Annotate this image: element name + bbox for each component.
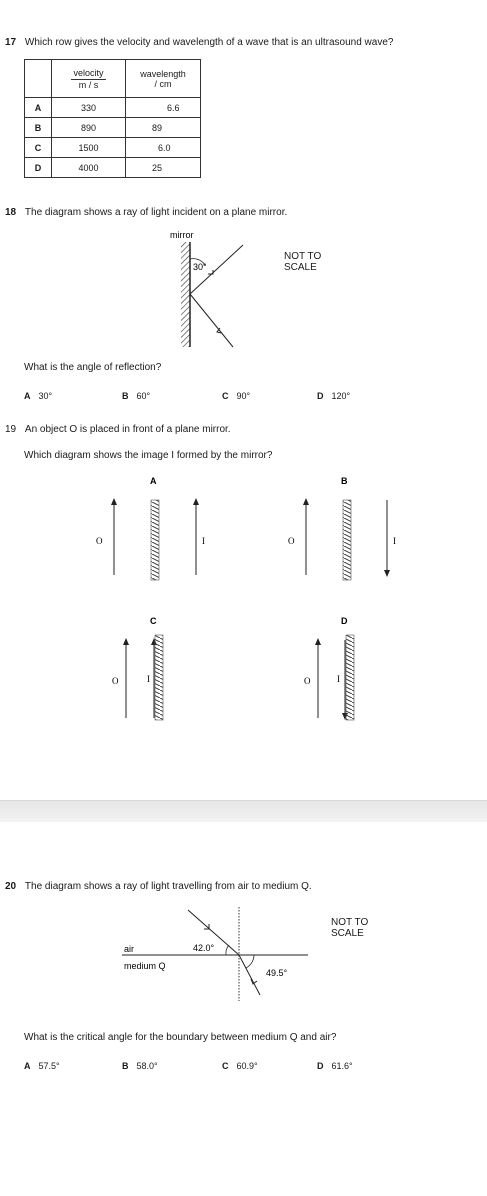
table-row [25,98,201,118]
q20-option-d[interactable]: D 61.6° [317,1061,353,1071]
row-wavelength: 25 [126,158,201,178]
q18-mirror-diagram [160,228,270,353]
image-label: I [393,536,396,546]
q20-option-a[interactable]: A 57.5° [24,1061,60,1071]
object-label: O [288,536,295,546]
velocity-unit: m / s [78,79,99,90]
row-letter: B [25,118,52,138]
option-a-diagram[interactable] [96,476,205,580]
q19-text: An object O is placed in front of a plane mirror. [24,424,231,435]
medium-q-label: medium Q [124,961,166,971]
row-wavelength: 89 [126,118,201,138]
q19-question: Which diagram shows the image I formed by the mirror? [24,450,273,461]
row-velocity: 890 [52,118,126,138]
angle-arc-top [226,945,229,955]
q18-stem [5,207,287,218]
mirror-label: mirror [170,230,194,240]
q20-text: The diagram shows a ray of light travelling from air to medium Q. [24,881,312,892]
q17-stem [5,37,393,48]
row-wavelength: 6.0 [126,138,201,158]
row-wavelength: 6.6 [126,98,201,118]
option-c-diagram[interactable] [112,616,163,720]
q20-not-to-scale: NOT TO SCALE [331,917,369,939]
q18-option-c[interactable]: C 90° [222,391,251,401]
q19-stem [5,424,231,435]
mirror [151,500,159,580]
row-velocity: 1500 [52,138,126,158]
q18-option-d[interactable]: D 120° [317,391,351,401]
table-row [25,158,201,178]
mirror [343,500,351,580]
reflected-ray [190,294,233,347]
row-letter: A [25,98,52,118]
q20-refraction-diagram [118,905,318,1005]
table-row [25,138,201,158]
diagram-c-label: C [150,616,157,626]
image-label: I [202,536,205,546]
row-velocity: 4000 [52,158,126,178]
q20-option-c[interactable]: C 60.9° [222,1061,258,1071]
image-label: I [147,674,150,684]
diagram-d-label: D [341,616,348,626]
angle-arc-bottom [246,955,254,968]
q19-number: 19 [5,424,17,435]
row-velocity: 330 [52,98,126,118]
q18-question: What is the angle of reflection? [24,362,162,373]
q18-not-to-scale: NOT TO SCALE [284,251,322,273]
row-letter: D [25,158,52,178]
q17-text: Which row gives the velocity and wavelength of a wave that is an ultrasound wave? [24,37,394,48]
image-label: I [337,674,340,684]
q18-option-b[interactable]: B 60° [122,391,151,401]
mirror [155,635,163,720]
q17-number: 17 [5,37,17,48]
q18-text: The diagram shows a ray of light incident on a plane mirror. [24,207,288,218]
table-row [25,118,201,138]
option-d-diagram[interactable] [304,616,354,720]
velocity-header: velocity [73,67,104,78]
object-label: O [304,676,311,686]
mirror-hatching [181,242,190,347]
q20-option-b[interactable]: B 58.0° [122,1061,158,1071]
object-label: O [112,676,119,686]
wavelength-unit: / cm [154,78,172,89]
q20-number: 20 [5,881,17,892]
diagram-b-label: B [341,476,348,486]
q18-number: 18 [5,207,17,218]
angle-49-label: 49.5° [266,968,288,978]
angle-42-label: 42.0° [193,943,215,953]
object-label: O [96,536,103,546]
q19-diagrams [0,470,487,730]
option-b-diagram[interactable] [288,476,396,580]
diagram-a-label: A [150,476,157,486]
mirror [346,635,354,720]
row-letter: C [25,138,52,158]
air-label: air [124,944,135,954]
refracted-ray [239,955,260,995]
angle-label: 30° [193,262,207,272]
wavelength-header: wavelength [140,68,186,79]
q20-stem [5,881,312,892]
page-break-divider [0,800,487,822]
q20-question: What is the critical angle for the boundary between medium Q and air? [24,1032,337,1043]
q18-option-a[interactable]: A 30° [24,391,53,401]
q17-table [24,59,201,178]
q17-table-header [25,60,201,98]
